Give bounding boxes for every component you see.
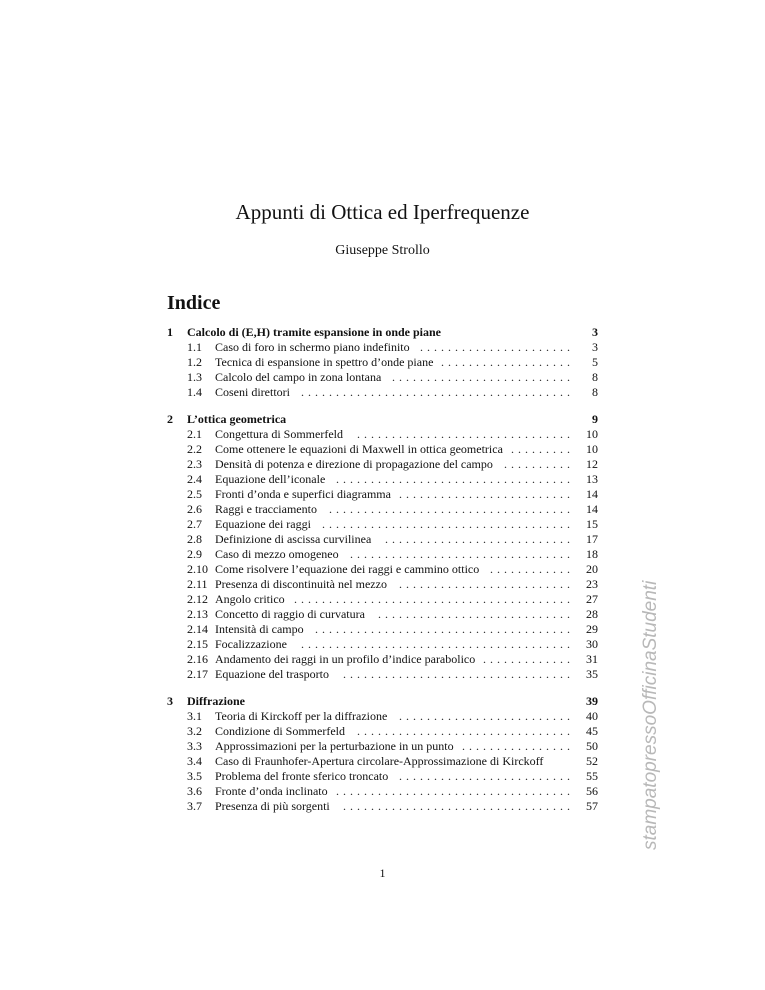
toc-entry-title: Angolo critico: [215, 592, 285, 606]
toc-leader-dots: ...............................: [357, 724, 574, 738]
toc-entry-number: 2.11: [187, 577, 208, 591]
toc-section-row[interactable]: [167, 739, 598, 754]
toc-entry-page: 14: [586, 502, 598, 516]
toc-entry-title: Caso di mezzo omogeneo: [215, 547, 339, 561]
toc-entry-title: Condizione di Sommerfeld: [215, 724, 345, 738]
toc-section-row[interactable]: [167, 340, 598, 355]
toc-section-row[interactable]: [167, 532, 598, 547]
toc-entry-number: 2.2: [187, 442, 202, 456]
toc-entry-number: 2.10: [187, 562, 208, 576]
toc-entry-page: 14: [586, 487, 598, 501]
toc-entry-number: 2.4: [187, 472, 202, 486]
toc-entry-title: Congettura di Sommerfeld: [215, 427, 343, 441]
toc-entry-number: 2.5: [187, 487, 202, 501]
toc-entry-title: Densità di potenza e direzione di propagazione del campo: [215, 457, 493, 471]
index-heading: Indice: [167, 292, 221, 314]
toc-leader-dots: .............: [483, 652, 574, 666]
toc-entry-number: 2.8: [187, 532, 202, 546]
toc-leader-dots: ........................................: [294, 592, 574, 606]
toc-entry-page: 57: [586, 799, 598, 813]
toc-section-row[interactable]: [167, 472, 598, 487]
toc-leader-dots: ......................: [420, 340, 574, 354]
toc-entry-number: 2.13: [187, 607, 208, 621]
toc-entry-page: 12: [586, 457, 598, 471]
toc-leader-dots: ...................................: [329, 502, 574, 516]
toc-section-row[interactable]: [167, 724, 598, 739]
table-of-contents: [167, 325, 598, 814]
document-author: Giuseppe Strollo: [335, 243, 430, 258]
toc-entry-page: 23: [586, 577, 598, 591]
toc-entry-page: 5: [592, 355, 598, 369]
toc-section-row[interactable]: [167, 427, 598, 442]
toc-section-row[interactable]: [167, 487, 598, 502]
toc-entry-title: Calcolo del campo in zona lontana: [215, 370, 382, 384]
toc-section-row[interactable]: [167, 754, 598, 769]
toc-entry-title: Problema del fronte sferico troncato: [215, 769, 389, 783]
toc-leader-dots: .........................: [399, 709, 574, 723]
toc-entry-page: 31: [586, 652, 598, 666]
toc-entry-title: Fronte d’onda inclinato: [215, 784, 328, 798]
toc-section-row[interactable]: [167, 622, 598, 637]
toc-entry-title: Presenza di più sorgenti: [215, 799, 330, 813]
toc-chapter-row[interactable]: [167, 325, 598, 340]
toc-entry-page: 15: [586, 517, 598, 531]
toc-entry-page: 13: [586, 472, 598, 486]
toc-entry-number: 3.1: [187, 709, 202, 723]
toc-entry-title: Caso di foro in schermo piano indefinito: [215, 340, 410, 354]
toc-entry-title: Tecnica di espansione in spettro d’onde piane: [215, 355, 434, 369]
toc-entry-title: Teoria di Kirckoff per la diffrazione: [215, 709, 388, 723]
toc-entry-page: 29: [586, 622, 598, 636]
toc-leader-dots: ...........................: [385, 532, 574, 546]
toc-entry-number: 1.4: [187, 385, 202, 399]
toc-entry-number: 2.7: [187, 517, 202, 531]
toc-leader-dots: ................: [462, 739, 574, 753]
toc-entry-page: 8: [592, 385, 598, 399]
toc-entry-number: 1.2: [187, 355, 202, 369]
toc-entry-title: Come risolvere l’equazione dei raggi e cammino ottico: [215, 562, 480, 576]
toc-entry-number: 3.4: [187, 754, 202, 768]
document-title: Appunti di Ottica ed Iperfrequenze: [235, 200, 530, 224]
toc-section-row[interactable]: [167, 517, 598, 532]
toc-entry-title: Definizione di ascissa curvilinea: [215, 532, 372, 546]
toc-entry-number: 2.1: [187, 427, 202, 441]
toc-entry-page: 3: [592, 325, 598, 339]
toc-section-row[interactable]: [167, 709, 598, 724]
toc-entry-title: Equazione dell’iconale: [215, 472, 326, 486]
toc-section-row[interactable]: [167, 799, 598, 814]
toc-entry-page: 56: [586, 784, 598, 798]
toc-entry-page: 17: [586, 532, 598, 546]
toc-entry-page: 55: [586, 769, 598, 783]
toc-section-row[interactable]: [167, 547, 598, 562]
toc-entry-number: 2.9: [187, 547, 202, 561]
toc-entry-title: Approssimazioni per la perturbazione in un punto: [215, 739, 454, 753]
toc-entry-title: Raggi e tracciamento: [215, 502, 317, 516]
toc-entry-page: 35: [586, 667, 598, 681]
toc-section-row[interactable]: [167, 562, 598, 577]
toc-entry-page: 27: [586, 592, 598, 606]
toc-entry-title: Presenza di discontinuità nel mezzo: [215, 577, 387, 591]
toc-leader-dots: ...................: [441, 355, 574, 369]
toc-section-row[interactable]: [167, 667, 598, 682]
toc-leader-dots: ..................................: [336, 784, 574, 798]
toc-leader-dots: .........................: [399, 769, 574, 783]
toc-leader-dots: ............: [490, 562, 574, 576]
toc-leader-dots: ....................................: [322, 517, 574, 531]
toc-entry-title: Come ottenere le equazioni di Maxwell in ottica geometrica: [215, 442, 503, 456]
toc-leader-dots: .........................: [399, 577, 574, 591]
toc-entry-page: 39: [586, 694, 598, 708]
toc-entry-number: 3.2: [187, 724, 202, 738]
toc-entry-title: Calcolo di (E,H) tramite espansione in onde piane: [187, 325, 442, 339]
toc-section-row[interactable]: [167, 442, 598, 457]
toc-entry-page: 50: [586, 739, 598, 753]
toc-entry-page: 8: [592, 370, 598, 384]
toc-section-row[interactable]: [167, 607, 598, 622]
toc-leader-dots: ...............................: [357, 427, 574, 441]
toc-entry-page: 40: [586, 709, 598, 723]
toc-chapter-row[interactable]: [167, 694, 598, 709]
toc-entry-number: 2.3: [187, 457, 202, 471]
toc-chapter-row[interactable]: [167, 412, 598, 427]
toc-entry-number: 2.16: [187, 652, 208, 666]
toc-leader-dots: ................................: [350, 547, 574, 561]
toc-entry-title: Equazione del trasporto: [215, 667, 329, 681]
toc-entry-title: Intensità di campo: [215, 622, 304, 636]
toc-leader-dots: ..........: [504, 457, 574, 471]
toc-entry-number: 2: [167, 412, 173, 426]
toc-leader-dots: ..........................: [392, 370, 574, 384]
toc-section-row[interactable]: [167, 652, 598, 667]
toc-entry-title: Fronti d’onda e superfici diagramma: [215, 487, 391, 501]
toc-entry-number: 1.3: [187, 370, 202, 384]
toc-entry-number: 2.6: [187, 502, 202, 516]
toc-entry-page: 30: [586, 637, 598, 651]
toc-section-row[interactable]: [167, 370, 598, 385]
toc-leader-dots: ............................: [378, 607, 574, 621]
toc-entry-page: 20: [586, 562, 598, 576]
toc-entry-number: 2.12: [187, 592, 208, 606]
toc-entry-number: 2.15: [187, 637, 208, 651]
toc-entry-number: 3: [167, 694, 173, 708]
toc-entry-title: Andamento dei raggi in un profilo d’indice parabolico: [215, 652, 476, 666]
toc-entry-number: 3.6: [187, 784, 202, 798]
toc-entry-title: Equazione dei raggi: [215, 517, 311, 531]
toc-entry-page: 52: [586, 754, 598, 768]
toc-leader-dots: .................................: [343, 799, 574, 813]
toc-section-row[interactable]: [167, 385, 598, 400]
toc-leader-dots: .....................................: [315, 622, 574, 636]
toc-leader-dots: .......................................: [301, 637, 574, 651]
toc-entry-number: 3.7: [187, 799, 202, 813]
toc-leader-dots: .................................: [343, 667, 574, 681]
toc-entry-number: 3.3: [187, 739, 202, 753]
toc-section-row[interactable]: [167, 577, 598, 592]
toc-section-row[interactable]: [167, 502, 598, 517]
toc-entry-number: 1: [167, 325, 173, 339]
toc-entry-page: 45: [586, 724, 598, 738]
toc-leader-dots: ..................................: [336, 472, 574, 486]
toc-section-row[interactable]: [167, 457, 598, 472]
toc-entry-title: Focalizzazione: [215, 637, 287, 651]
toc-entry-title: L’ottica geometrica: [187, 412, 287, 426]
toc-section-row[interactable]: [167, 355, 598, 370]
toc-section-row[interactable]: [167, 769, 598, 784]
toc-entry-title: Coseni direttori: [215, 385, 290, 399]
toc-section-row[interactable]: [167, 637, 598, 652]
toc-entry-number: 3.5: [187, 769, 202, 783]
toc-leader-dots: .........................: [399, 487, 574, 501]
toc-entry-page: 18: [586, 547, 598, 561]
toc-entry-title: Caso di Fraunhofer-Apertura circolare-Approssimazione di Kirckoff: [215, 754, 544, 768]
toc-section-row[interactable]: [167, 784, 598, 799]
toc-leader-dots: .......................................: [301, 385, 574, 399]
watermark-text: stampatopressoOfficinaStudenti: [640, 580, 661, 850]
toc-entry-number: 2.14: [187, 622, 208, 636]
toc-entry-page: 10: [586, 442, 598, 456]
toc-entry-page: 3: [592, 340, 598, 354]
toc-section-row[interactable]: [167, 592, 598, 607]
toc-entry-page: 10: [586, 427, 598, 441]
toc-leader-dots: .........: [511, 442, 574, 456]
toc-entry-page: 28: [586, 607, 598, 621]
toc-entry-title: Concetto di raggio di curvatura: [215, 607, 365, 621]
toc-entry-page: 9: [592, 412, 598, 426]
toc-entry-title: Diffrazione: [187, 694, 245, 708]
toc-entry-number: 1.1: [187, 340, 202, 354]
toc-entry-number: 2.17: [187, 667, 208, 681]
page-number: 1: [379, 866, 386, 880]
